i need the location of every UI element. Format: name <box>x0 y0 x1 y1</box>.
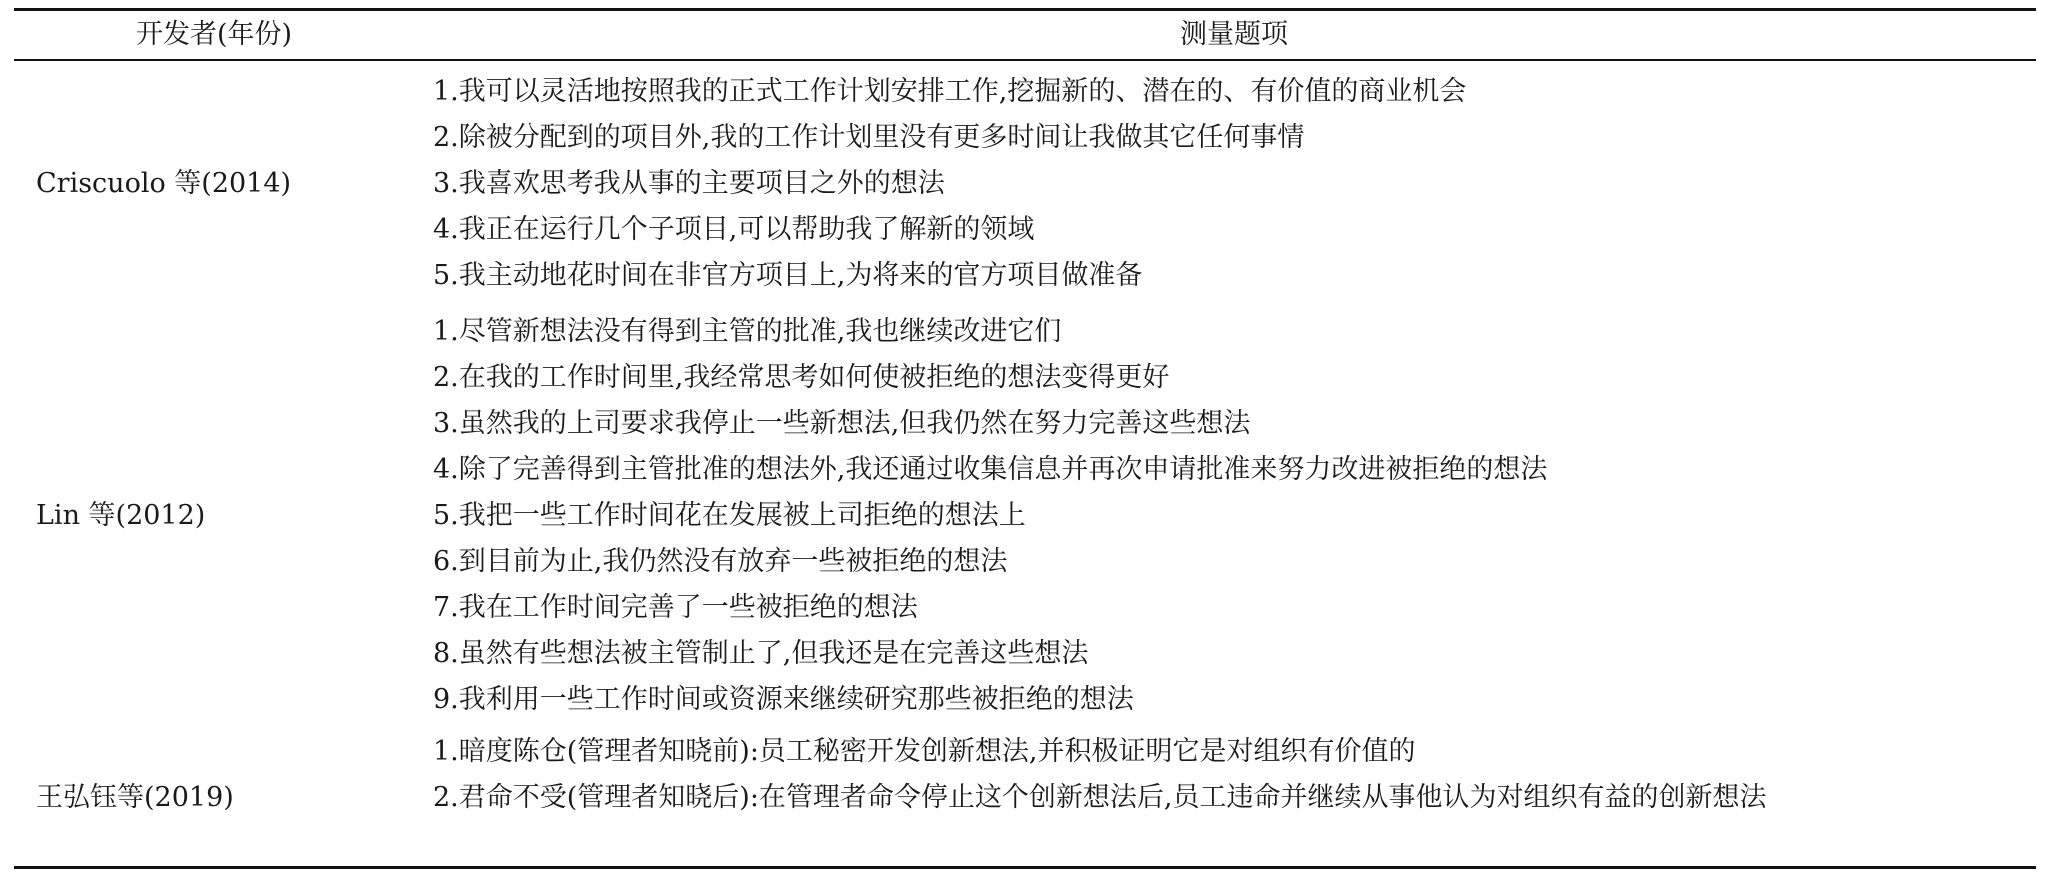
developer-cell: Criscuolo 等(2014) <box>36 168 292 199</box>
list-item: 2.在我的工作时间里,我经常思考如何使被拒绝的想法变得更好 <box>433 362 1170 393</box>
table-header-rule <box>14 59 2036 61</box>
list-item: 3.虽然我的上司要求我停止一些新想法,但我仍然在努力完善这些想法 <box>433 408 1251 439</box>
table-header-row <box>14 13 2036 57</box>
list-item: 2.除被分配到的项目外,我的工作计划里没有更多时间让我做其它任何事情 <box>433 122 1305 153</box>
list-item: 6.到目前为止,我仍然没有放弃一些被拒绝的想法 <box>433 546 1008 577</box>
measurement-table <box>14 0 2036 880</box>
table-row-lin <box>14 309 2036 723</box>
list-item: 1.我可以灵活地按照我的正式工作计划安排工作,挖掘新的、潜在的、有价值的商业机会 <box>433 76 1467 107</box>
list-item: 4.我正在运行几个子项目,可以帮助我了解新的领域 <box>433 214 1035 245</box>
list-item: 1.暗度陈仓(管理者知晓前):员工秘密开发创新想法,并积极证明它是对组织有价值的 <box>433 736 1416 767</box>
list-item: 5.我把一些工作时间花在发展被上司拒绝的想法上 <box>433 500 1026 531</box>
list-item: 8.虽然有些想法被主管制止了,但我还是在完善这些想法 <box>433 638 1089 669</box>
item-list <box>433 729 2028 821</box>
developer-cell: Lin 等(2012) <box>36 500 206 531</box>
developer-cell: 王弘钰等(2019) <box>36 782 234 813</box>
list-item: 1.尽管新想法没有得到主管的批准,我也继续改进它们 <box>433 316 1062 347</box>
list-item: 3.我喜欢思考我从事的主要项目之外的想法 <box>433 168 945 199</box>
item-list <box>433 69 2028 299</box>
list-item: 2.君命不受(管理者知晓后):在管理者命令停止这个创新想法后,员工违命并继续从事他认为对组织有益的创新想法 <box>433 782 1767 813</box>
item-list <box>433 309 2028 723</box>
header-measurement-items: 测量题项 <box>1180 19 1288 50</box>
table-row-wang <box>14 729 2036 867</box>
list-item: 5.我主动地花时间在非官方项目上,为将来的官方项目做准备 <box>433 260 1143 291</box>
table-row-criscuolo <box>14 69 2036 300</box>
table-bottom-rule <box>14 866 2036 869</box>
list-item: 9.我利用一些工作时间或资源来继续研究那些被拒绝的想法 <box>433 684 1134 715</box>
header-developer-year: 开发者(年份) <box>135 19 293 50</box>
list-item: 7.我在工作时间完善了一些被拒绝的想法 <box>433 592 918 623</box>
list-item: 4.除了完善得到主管批准的想法外,我还通过收集信息并再次申请批准来努力改进被拒绝的想法 <box>433 454 1548 485</box>
table-top-rule <box>14 8 2036 11</box>
